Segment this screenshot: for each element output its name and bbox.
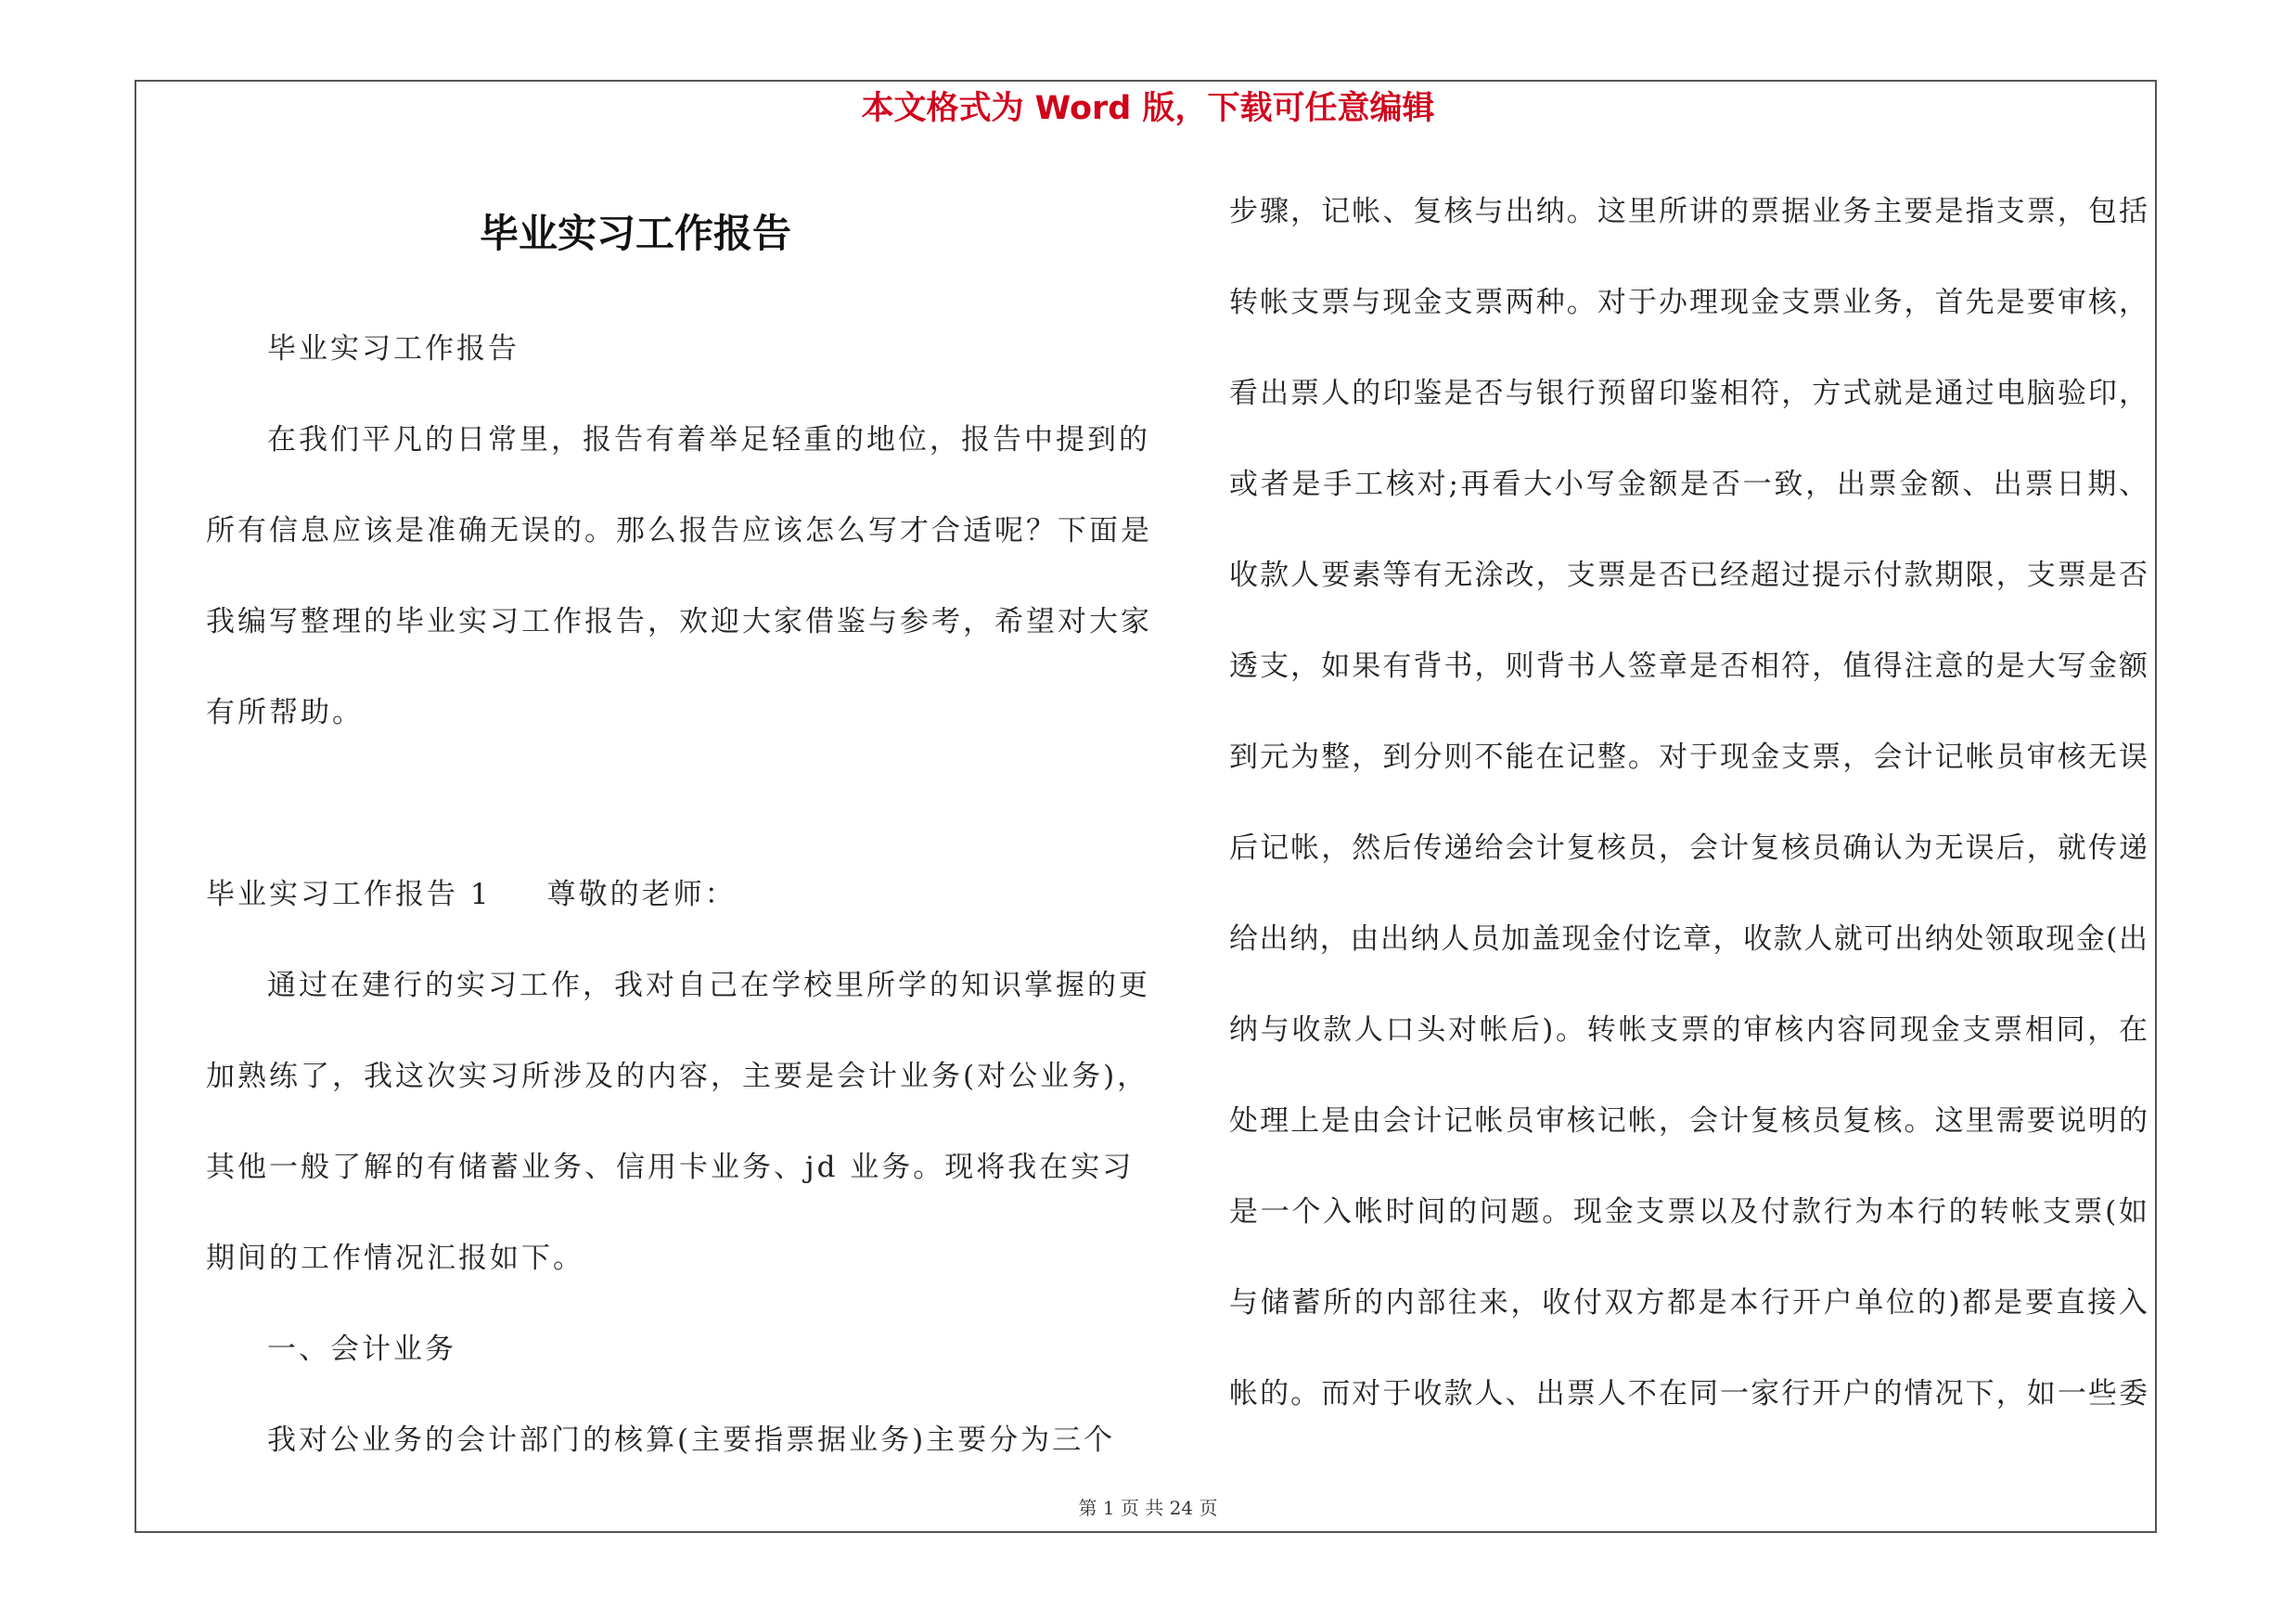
paragraph-line: 我对公业务的会计部门的核算(主要指票据业务)主要分为三个 (267, 1423, 1116, 1457)
paragraph-line: 是一个入帐时间的问题。现金支票以及付款行为本行的转帐支票(如 (1229, 1195, 2148, 1229)
salutation: 尊敬的老师： (546, 878, 737, 911)
document-title: 毕业实习工作报告 (479, 211, 791, 256)
page-number-footer: 第 1 页 共 24 页 (1078, 1497, 1218, 1519)
subtitle-line: 毕业实习工作报告 (267, 332, 519, 366)
paragraph-line: 加熟练了，我这次实习所涉及的内容，主要是会计业务(对公业务)， (206, 1060, 1149, 1093)
paragraph-line: 其他一般了解的有储蓄业务、信用卡业务、jd 业务。现将我在实习 (206, 1151, 1135, 1184)
paragraph-line: 步骤，记帐、复核与出纳。这里所讲的票据业务主要是指支票，包括 (1229, 195, 2148, 228)
paragraph-line: 转帐支票与现金支票两种。对于办理现金支票业务，首先是要审核， (1229, 286, 2148, 319)
paragraph-line: 或者是手工核对;再看大小写金额是否一致，出票金额、出票日期、 (1229, 468, 2148, 501)
paragraph-line: 给出纳，由出纳人员加盖现金付讫章，收款人就可出纳处领取现金(出 (1229, 922, 2148, 956)
paragraph-line: 期间的工作情况汇报如下。 (206, 1242, 584, 1275)
paragraph-line: 收款人要素等有无涂改，支票是否已经超过提示付款期限，支票是否 (1229, 559, 2148, 592)
paragraph-line: 看出票人的印鉴是否与银行预留印鉴相符，方式就是通过电脑验印， (1229, 377, 2148, 410)
paragraph-line: 透支，如果有背书，则背书人签章是否相符，值得注意的是大写金额 (1229, 650, 2148, 683)
paragraph-line: 所有信息应该是准确无误的。那么报告应该怎么写才合适呢？下面是 (206, 514, 1152, 547)
paragraph-line: 后记帐，然后传递给会计复核员，会计复核员确认为无误后，就传递 (1229, 831, 2148, 865)
paragraph-line: 通过在建行的实习工作，我对自己在学校里所学的知识掌握的更 (267, 969, 1150, 1002)
paragraph-line: 在我们平凡的日常里，报告有着举足轻重的地位，报告中提到的 (267, 423, 1150, 457)
paragraph-line: 帐的。而对于收款人、出票人不在同一家行开户的情况下，如一些委 (1229, 1377, 2148, 1410)
section-heading-line (206, 873, 737, 916)
paragraph-line: 到元为整，到分则不能在记整。对于现金支票，会计记帐员审核无误 (1229, 741, 2148, 774)
paragraph-line: 我编写整理的毕业实习工作报告，欢迎大家借鉴与参考，希望对大家 (206, 605, 1152, 638)
format-notice-banner: 本文格式为 Word 版，下载可任意编辑 (861, 90, 1435, 127)
paragraph-line: 处理上是由会计记帐员审核记帐，会计复核员复核。这里需要说明的 (1229, 1104, 2148, 1138)
subheading-line: 一、会计业务 (267, 1333, 456, 1366)
paragraph-line: 与储蓄所的内部往来，收付双方都是本行开户单位的)都是要直接入 (1229, 1286, 2148, 1320)
paragraph-line: 有所帮助。 (206, 696, 364, 729)
paragraph-line: 纳与收款人口头对帐后)。转帐支票的审核内容同现金支票相同，在 (1229, 1013, 2148, 1047)
section-heading: 毕业实习工作报告 1 (206, 878, 492, 911)
